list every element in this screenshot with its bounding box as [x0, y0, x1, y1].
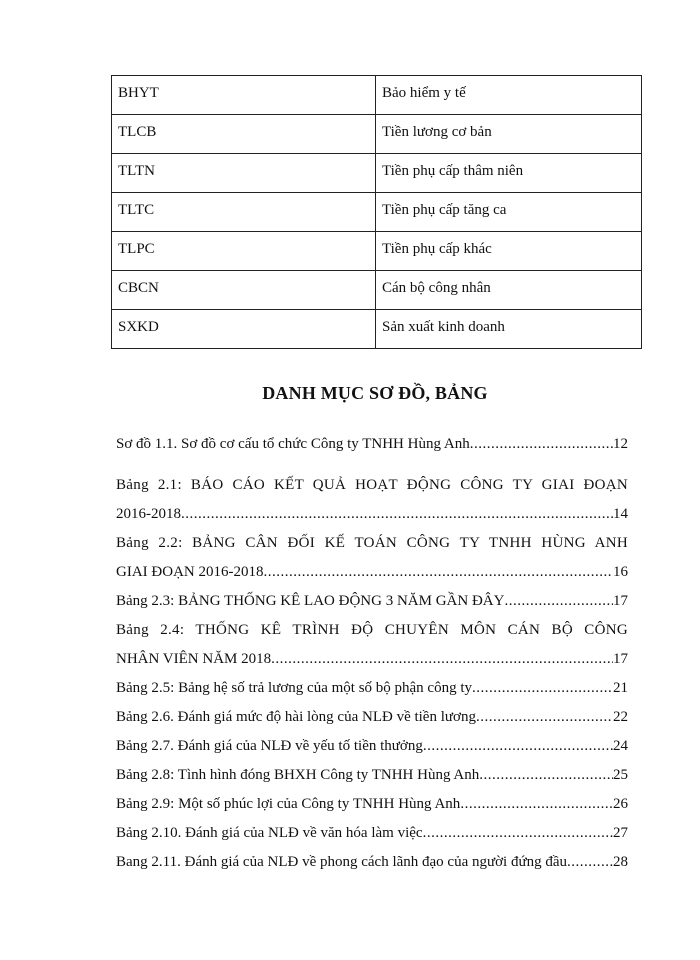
toc-page-number: 28 [613, 854, 628, 870]
abbr-cell: TLPC [112, 232, 376, 271]
toc-entry [116, 430, 628, 459]
toc-page-number: 27 [613, 825, 628, 841]
toc-entry-label: Bảng 2.8: Tình hình đóng BHXH Công ty TNHH Hùng Anh [116, 767, 480, 783]
toc-page-number: 17 [613, 651, 628, 667]
table-row [112, 271, 642, 310]
toc-entry-label: Sơ đồ 1.1. Sơ đồ cơ cấu tổ chức Công ty TNHH Hùng Anh [116, 436, 470, 452]
toc-leader-dots [476, 703, 613, 732]
toc-entry-label: Bảng 2.4: THỐNG KÊ TRÌNH ĐỘ CHUYÊN MÔN CÁN BỘ CÔNG [116, 622, 628, 638]
abbr-cell: BHYT [112, 76, 376, 115]
toc-entry [116, 587, 628, 616]
toc-page-number: 14 [613, 506, 628, 522]
toc-leader-dots [504, 587, 613, 616]
meaning-cell: Cán bộ công nhân [376, 271, 642, 310]
meaning-cell: Tiền phụ cấp tăng ca [376, 193, 642, 232]
toc-entry-label: Bảng 2.5: Bảng hệ số trả lương của một số bộ phận công ty [116, 680, 473, 696]
toc-entry [116, 703, 628, 732]
meaning-cell: Bảo hiểm y tế [376, 76, 642, 115]
table-row [112, 154, 642, 193]
toc-entry-label-cont: GIAI ĐOẠN 2016-2018 [116, 564, 264, 580]
toc-page-number: 22 [613, 709, 628, 725]
toc-entry [116, 819, 628, 848]
toc-entry [116, 848, 628, 877]
toc-leader-dots [181, 500, 613, 529]
toc-entry-label: Bảng 2.1: BÁO CÁO KẾT QUẢ HOẠT ĐỘNG CÔNG TY GIAI ĐOẠN [116, 477, 628, 493]
toc-leader-dots [460, 790, 613, 819]
meaning-cell: Tiền lương cơ bản [376, 115, 642, 154]
toc-entry-label: Bảng 2.10. Đánh giá của NLĐ về văn hóa làm việc [116, 825, 423, 841]
table-of-contents [116, 430, 628, 877]
toc-entry [116, 732, 628, 761]
toc-entry-label: Bảng 2.7. Đánh giá của NLĐ về yếu tố tiền thưởng [116, 738, 423, 754]
toc-entry-label: Bang 2.11. Đánh giá của NLĐ về phong cách lãnh đạo của người đứng đầu [116, 854, 568, 870]
toc-page-number: 12 [613, 436, 628, 452]
toc-leader-dots [479, 761, 613, 790]
toc-leader-dots [423, 732, 613, 761]
toc-page-number: 16 [613, 564, 628, 580]
abbr-cell: TLCB [112, 115, 376, 154]
toc-page-number: 26 [613, 796, 628, 812]
toc-entry-label: Bảng 2.6. Đánh giá mức độ hài lòng của NLĐ về tiền lương [116, 709, 476, 725]
table-row [112, 115, 642, 154]
table-row [112, 193, 642, 232]
meaning-cell: Sản xuất kinh doanh [376, 310, 642, 349]
abbr-cell: TLTC [112, 193, 376, 232]
toc-page-number: 24 [613, 738, 628, 754]
toc-entry [116, 529, 628, 587]
toc-entry-label: Bảng 2.2: BẢNG CÂN ĐỐI KẾ TOÁN CÔNG TY TNHH HÙNG ANH [116, 535, 628, 551]
meaning-cell: Tiền phụ cấp thâm niên [376, 154, 642, 193]
table-row [112, 76, 642, 115]
toc-leader-dots [263, 558, 613, 587]
toc-entry [116, 616, 628, 674]
toc-entry [116, 761, 628, 790]
toc-leader-dots [271, 645, 613, 674]
toc-leader-dots [423, 819, 613, 848]
meaning-cell: Tiền phụ cấp khác [376, 232, 642, 271]
table-row [112, 232, 642, 271]
toc-leader-dots [472, 674, 613, 703]
toc-entry-label-cont: 2016-2018 [116, 506, 181, 522]
toc-page-number: 21 [613, 680, 628, 696]
abbr-cell: SXKD [112, 310, 376, 349]
section-heading: DANH MỤC SƠ ĐỒ, BẢNG [262, 383, 488, 403]
abbreviation-table [111, 75, 642, 349]
toc-page-number: 25 [613, 767, 628, 783]
toc-entry-label: Bảng 2.3: BẢNG THỐNG KÊ LAO ĐỘNG 3 NĂM GẦN ĐÂY [116, 593, 505, 609]
toc-leader-dots [567, 848, 613, 877]
abbr-cell: TLTN [112, 154, 376, 193]
toc-entry-label-cont: NHÂN VIÊN NĂM 2018 [116, 651, 272, 667]
toc-entry-label: Bảng 2.9: Một số phúc lợi của Công ty TNHH Hùng Anh [116, 796, 461, 812]
toc-entry [116, 790, 628, 819]
toc-entry [116, 674, 628, 703]
abbr-cell: CBCN [112, 271, 376, 310]
table-row [112, 310, 642, 349]
toc-page-number: 17 [613, 593, 628, 609]
toc-entry [116, 471, 628, 529]
toc-leader-dots [470, 430, 613, 459]
